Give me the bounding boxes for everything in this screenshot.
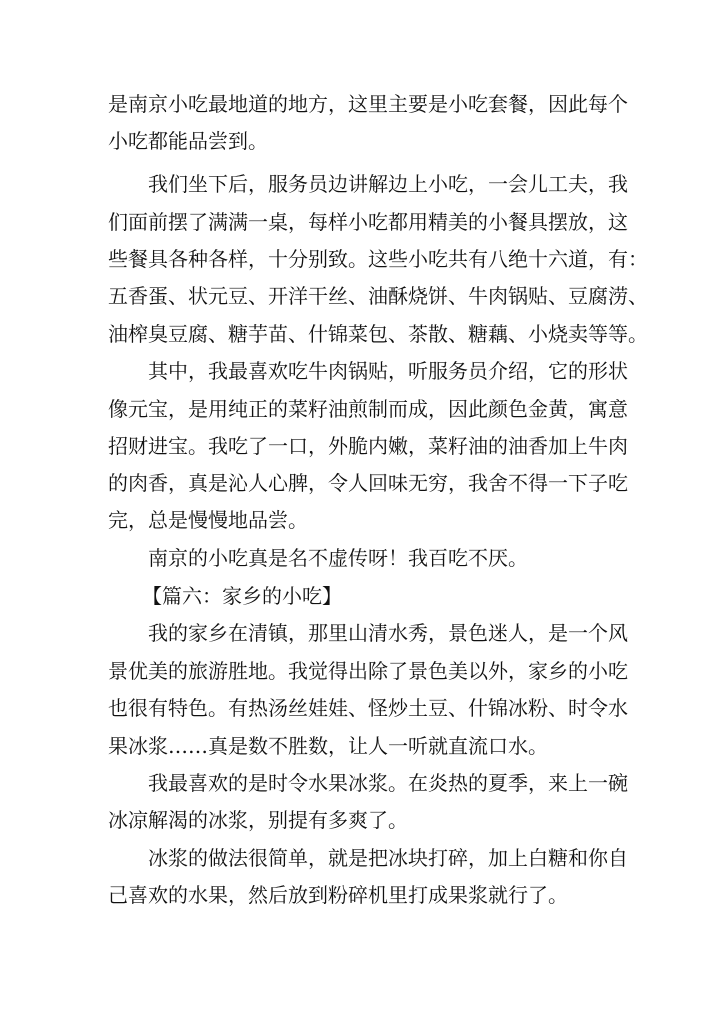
text-line: 像元宝，是用纯正的菜籽油煎制而成，因此颜色金黄，寓意 (108, 397, 628, 421)
text-line: 果冰浆……真是数不胜数，让人一听就直流口水。 (108, 734, 548, 758)
text-line: 我的家乡在清镇，那里山清水秀，景色迷人，是一个风 (148, 621, 628, 645)
text-line: 些餐具各种各样，十分别致。这些小吃共有八绝十六道，有： (108, 247, 648, 271)
text-line: 我最喜欢的是时令水果冰浆。在炎热的夏季，来上一碗 (148, 771, 628, 795)
text-line: 也很有特色。有热汤丝娃娃、怪炒土豆、什锦冰粉、时令水 (108, 696, 628, 720)
text-line: 冰凉解渴的冰浆，别提有多爽了。 (108, 808, 408, 832)
text-line: 们面前摆了满满一桌，每样小吃都用精美的小餐具摆放，这 (108, 210, 628, 234)
text-line: 完，总是慢慢地品尝。 (108, 508, 308, 532)
text-line: 景优美的旅游胜地。我觉得出除了景色美以外，家乡的小吃 (108, 659, 628, 683)
text-line: 我们坐下后，服务员边讲解边上小吃，一会儿工夫，我 (148, 172, 628, 196)
text-line: 招财进宝。我吃了一口，外脆内嫩，菜籽油的油香加上牛肉 (108, 434, 628, 458)
section-heading: 【篇六：家乡的小吃】 (142, 584, 342, 608)
text-line: 五香蛋、状元豆、开洋干丝、油酥烧饼、牛肉锅贴、豆腐涝、 (108, 284, 648, 308)
text-line: 小吃都能品尝到。 (108, 129, 268, 153)
text-line: 冰浆的做法很简单，就是把冰块打碎，加上白糖和你自 (148, 846, 628, 870)
text-line: 南京的小吃真是名不虚传呀！我百吃不厌。 (148, 546, 528, 570)
text-line: 油榨臭豆腐、糖芋苗、什锦菜包、茶散、糖藕、小烧卖等等。 (108, 322, 648, 346)
text-line: 其中，我最喜欢吃牛肉锅贴，听服务员介绍，它的形状 (148, 359, 628, 383)
text-line: 的肉香，真是沁人心脾，令人回味无穷，我舍不得一下子吃 (108, 471, 628, 495)
text-line: 是南京小吃最地道的地方，这里主要是小吃套餐，因此每个 (108, 92, 628, 116)
text-line: 己喜欢的水果，然后放到粉碎机里打成果浆就行了。 (108, 883, 568, 907)
